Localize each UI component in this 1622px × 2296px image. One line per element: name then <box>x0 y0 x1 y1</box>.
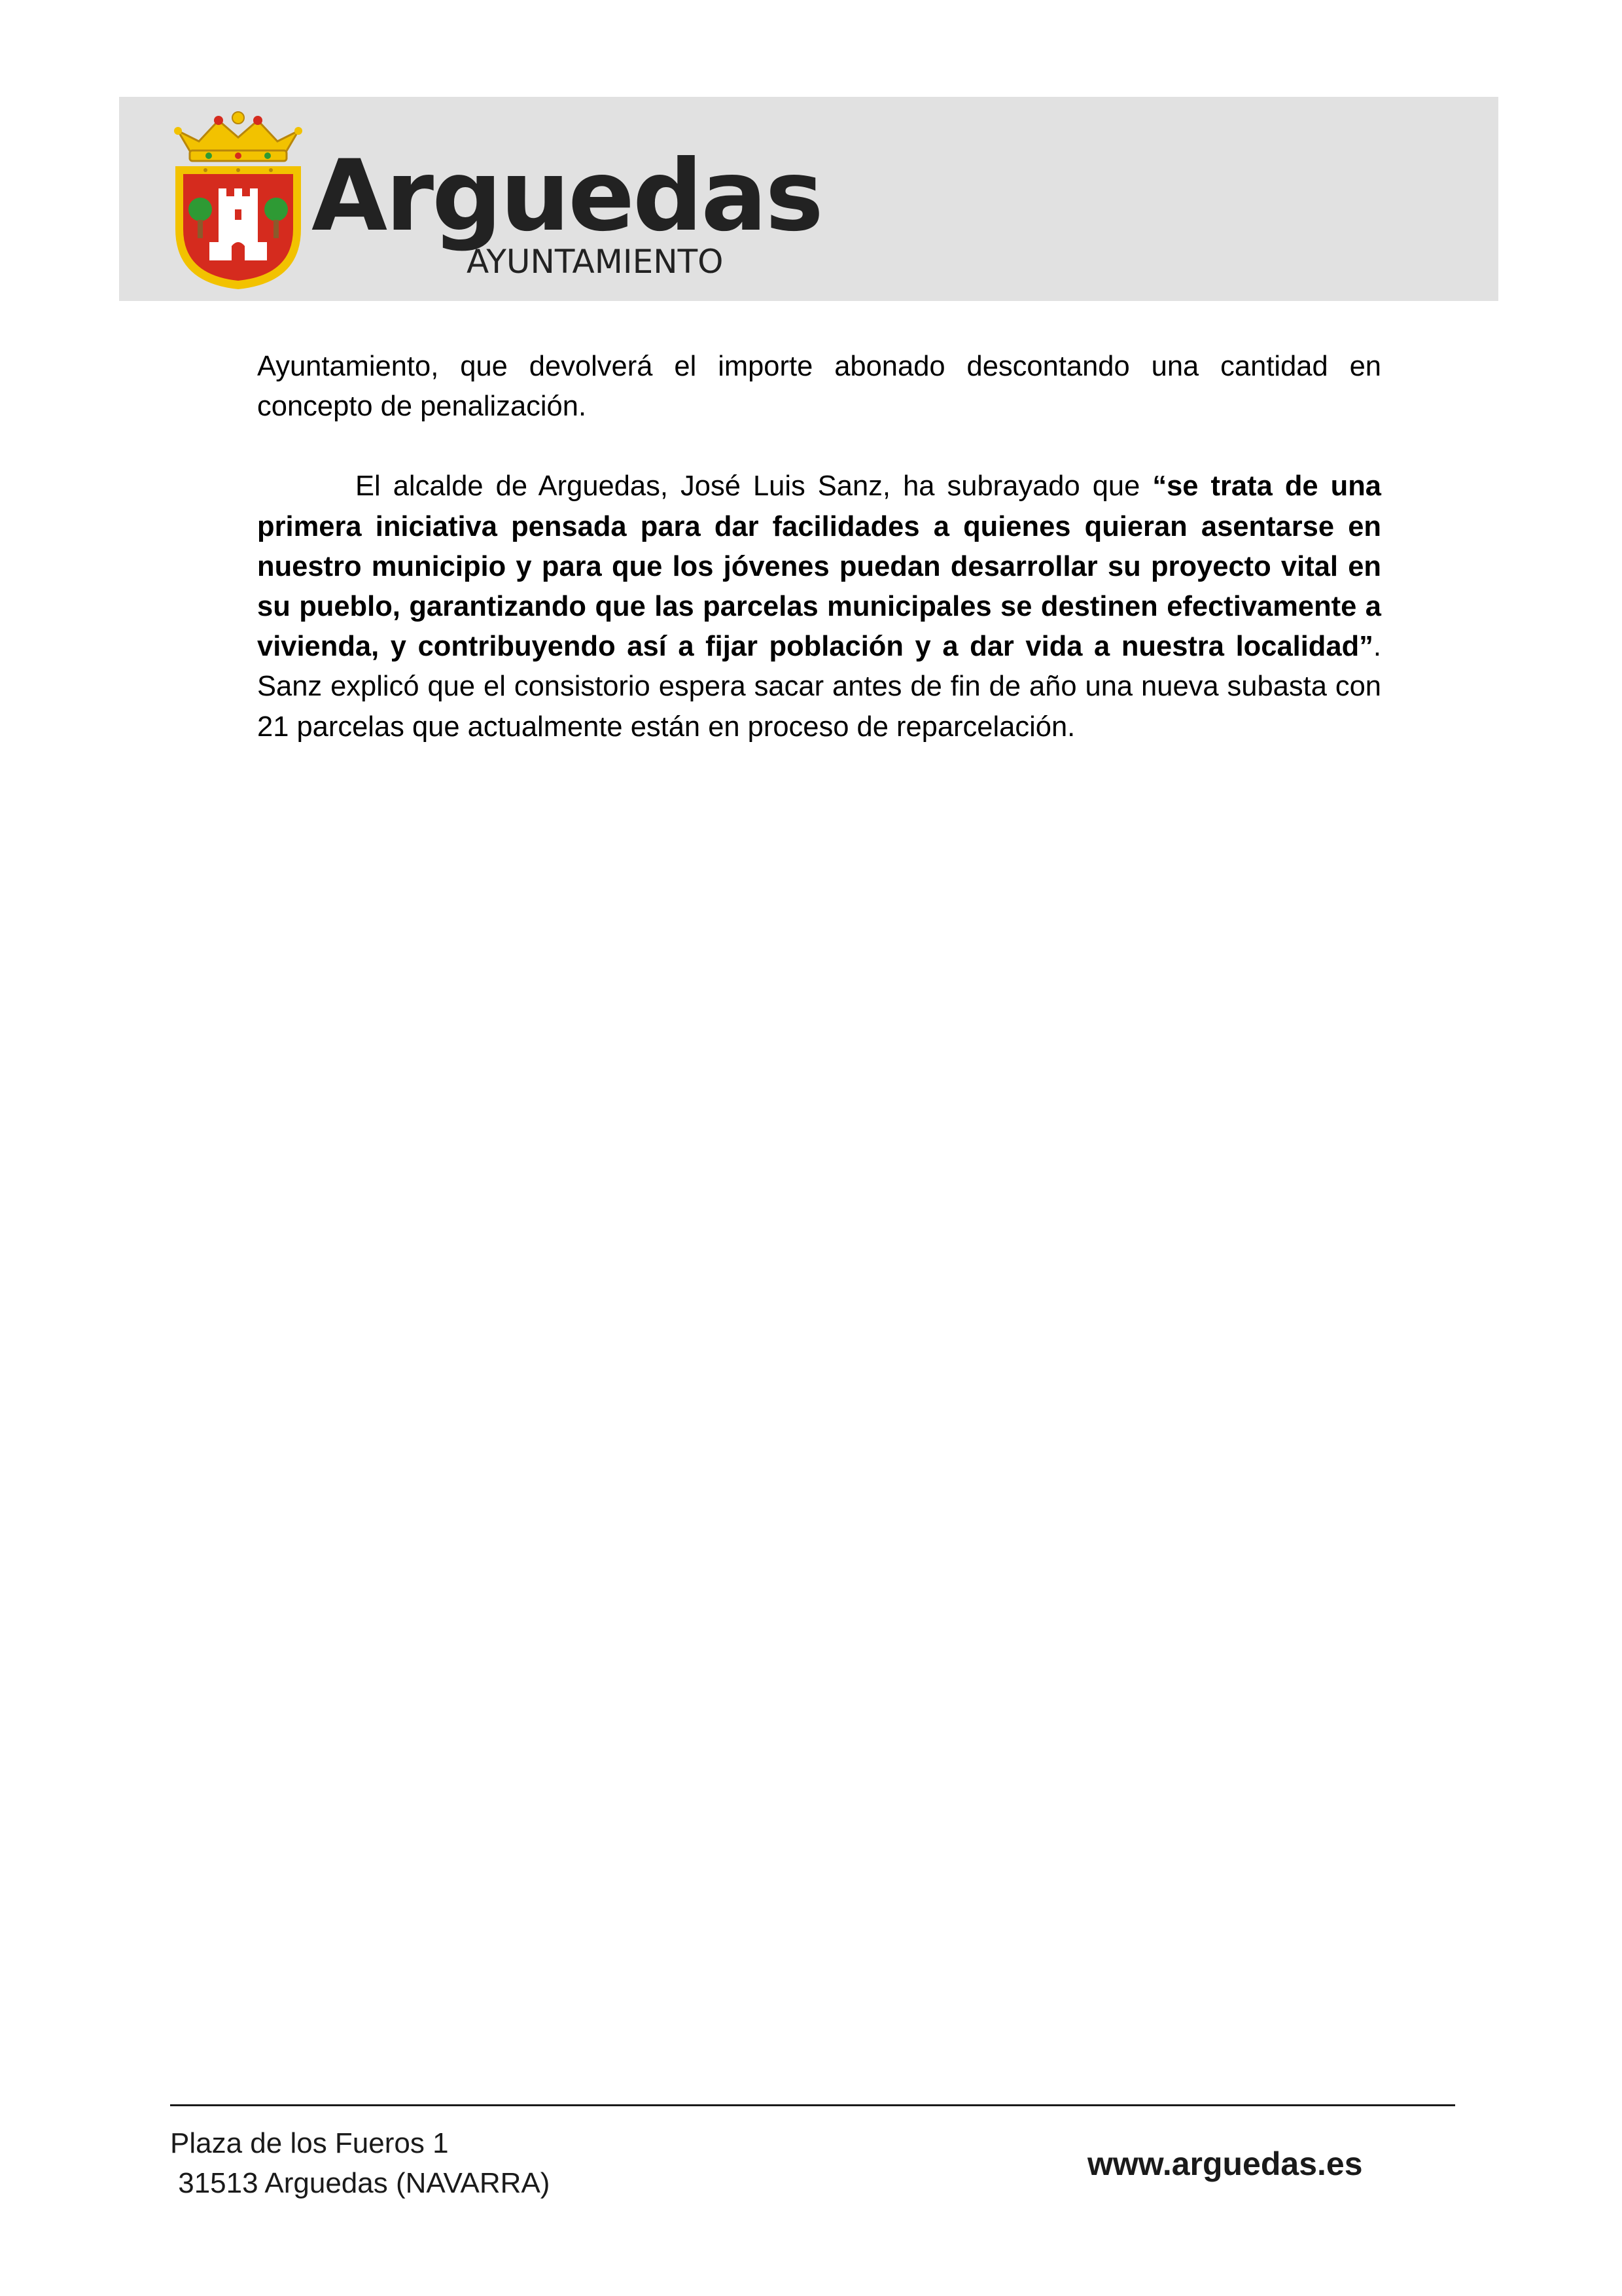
paragraph-1: Ayuntamiento, que devolverá el importe abonado descontando una cantidad en concepto de penalización. <box>257 351 1381 423</box>
footer-address <box>170 2123 550 2203</box>
coat-of-arms-logo <box>166 111 310 291</box>
document-body <box>257 347 1381 747</box>
footer-divider <box>170 2104 1455 2106</box>
logo-wordmark: Arguedas <box>311 139 822 253</box>
address-line-2: 31513 Arguedas (NAVARRA) <box>170 2167 550 2199</box>
paragraph-2-rest: . Sanz explicó que el consistorio espera sacar antes de fin de año una nueva subasta con 21 parcelas que actualmente están en proceso de reparcelación. <box>257 631 1381 743</box>
address-line-1: Plaza de los Fueros 1 <box>170 2127 449 2159</box>
crown-icon <box>174 112 302 161</box>
paragraph-2 <box>257 467 1381 747</box>
paragraph-2-intro: El alcalde de Arguedas, José Luis Sanz, ha subrayado que <box>355 470 1153 503</box>
shield-icon <box>175 166 301 289</box>
mayor-quote: “se trata de una primera iniciativa pensada para dar facilidades a quienes quieran asentarse en nuestro municipio y para que los jóvenes puedan desarrollar su proyecto vital en su pueblo, garantizando que las parcelas municipales se destinen efectivamente a vivienda, y contribuyendo así a fijar población y a dar vida a nuestra localidad” <box>257 470 1381 663</box>
logo-subtitle: AYUNTAMIENTO <box>467 243 724 281</box>
website-link[interactable]: www.arguedas.es <box>1087 2146 1363 2182</box>
